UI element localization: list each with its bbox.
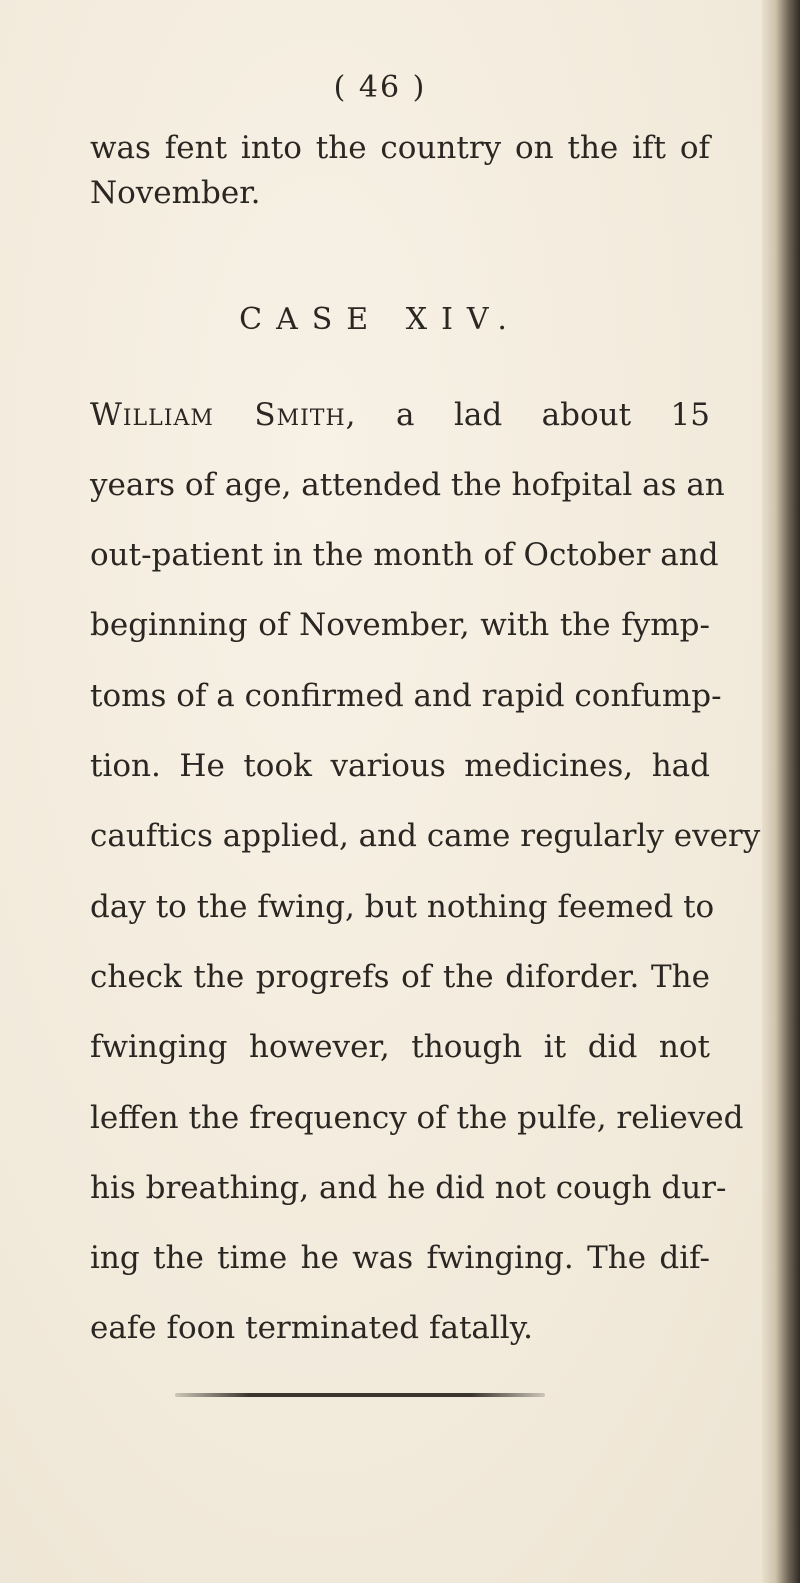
- text-line: ing the time he was fwinging. The dif-: [90, 1240, 710, 1276]
- text-line: toms of a confirmed and rapid confump-: [90, 678, 722, 714]
- page-number: ( 46 ): [333, 70, 427, 105]
- text-line: was fent into the country on the ift of: [90, 130, 710, 166]
- case-heading: CASE XIV.: [239, 302, 521, 337]
- text-line: tion. He took various medicines, had: [90, 748, 710, 784]
- text-line: years of age, attended the hofpital as an: [90, 467, 725, 503]
- text-line: check the progrefs of the diforder. The: [90, 959, 710, 995]
- body-first-line: [90, 395, 710, 435]
- text-line: cauftics applied, and came regularly every: [90, 818, 761, 854]
- text-line: leffen the frequency of the pulfe, relieved: [90, 1100, 744, 1136]
- patient-name: William Smith,: [90, 397, 357, 433]
- page-edge-shadow: [762, 0, 800, 1583]
- text-line: eafe foon terminated fatally.: [90, 1310, 533, 1346]
- text-line: day to the fwing, but nothing feemed to: [90, 889, 715, 925]
- first-line-rest: a lad about 15: [356, 397, 711, 433]
- text-line: beginning of November, with the fymp-: [90, 607, 710, 643]
- section-end-rule: [175, 1393, 545, 1397]
- text-line: out-patient in the month of October and: [90, 537, 719, 573]
- text-line: his breathing, and he did not cough dur-: [90, 1170, 727, 1206]
- text-line: November.: [90, 175, 261, 211]
- text-line: fwinging however, though it did not: [90, 1029, 710, 1065]
